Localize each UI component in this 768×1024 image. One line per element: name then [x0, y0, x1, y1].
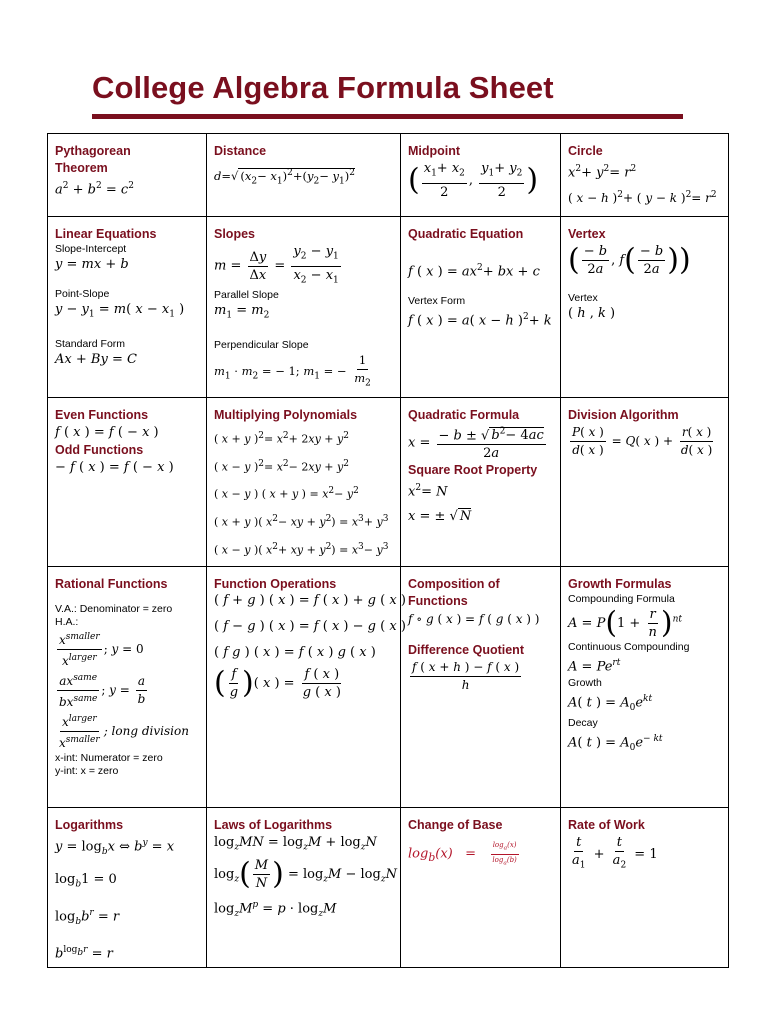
heading-function-operations: Function Operations [214, 577, 337, 592]
formula-ha-same: $\frac{ax^{same}}{bx^{same}}$ ; y = $\frac{a}{b}$ [55, 670, 200, 711]
formula-quadratic-standard: f ( x ) = $ax^2+$ bx + c [408, 263, 540, 280]
label-perpendicular-slope: Perpendicular Slope [214, 338, 309, 351]
formula-standard-form: Ax + By = C [55, 351, 137, 367]
cell-rate-of-work [561, 808, 729, 968]
label-decay: Decay [568, 716, 598, 729]
label-growth: Growth [568, 676, 602, 689]
formula-point-slope: $y - y_1 = m$( $x - x_1$ ) [55, 302, 185, 320]
formula-log-power-rule: $\log_zM^p = p \cdot \log_zM$ [214, 899, 337, 919]
label-parallel-slope: Parallel Slope [214, 289, 279, 302]
formula-circle-origin: $x^2+ y^2= r^2$ [568, 164, 637, 181]
formula-square-root-1: $x^2= N$ [408, 483, 448, 500]
heading-quadratic-equation: Quadratic Equation [408, 227, 524, 241]
cell-rational-functions [48, 567, 207, 808]
formula-log-one: $\log_b1 = 0$ [55, 872, 117, 890]
label-y-intercept: y-int: x = zero [55, 765, 119, 778]
heading-logarithms: Logarithms [55, 818, 124, 833]
heading-pythagorean: Pythagorean [55, 144, 131, 158]
formula-log-power: $\log_bb^r = r$ [55, 907, 120, 927]
cell-midpoint [401, 134, 561, 217]
heading-vertex: Vertex [568, 227, 606, 241]
formula-distance: d=√ $(x_2- x_1)^2+(y_2- y_1)^2$ [214, 168, 355, 187]
heading-midpoint: Midpoint [408, 144, 461, 158]
formula-slope-intercept: y = mx + b [55, 257, 129, 272]
heading-odd-functions: Odd Functions [55, 443, 144, 457]
cell-circle [561, 134, 729, 217]
cell-laws-of-logarithms [207, 808, 401, 968]
heading-growth-formulas: Growth Formulas [568, 577, 672, 592]
formula-sum-of-cubes: ( x + y )( $x^2-$ xy + $y^2) = x^3+ y^3$ [214, 513, 389, 529]
formula-square-root-2: x = ± √ N [408, 508, 472, 524]
heading-multiplying-polynomials: Multiplying Polynomials [214, 408, 358, 422]
formula-difference-of-cubes: ( x − y )( $x^2+$ xy + $y^2) = x^3- y^3$ [214, 541, 389, 557]
cell-quadratic-equation [401, 217, 561, 398]
formula-growth: A( t ) = $A_0e^{kt}$ [568, 693, 653, 713]
formula-composition: f ∘ g ( x ) = f ( g ( x ) ) [408, 612, 540, 627]
formula-pythagorean: $a^2 + b^2 = c^2$ [55, 181, 134, 198]
formula-perpendicular-slope: $m_1 \cdot m_2$ = − 1; $m_1$ = − $\frac{1}{m_2}$ [214, 352, 371, 389]
formula-even-function: f ( x ) = f ( − x ) [55, 425, 159, 440]
heading-square-root-property: Square Root Property [408, 463, 538, 478]
heading-division-algorithm: Division Algorithm [568, 408, 679, 422]
cell-quadratic-formula [401, 398, 561, 567]
cell-function-operations [207, 567, 406, 808]
formula-square-difference: ( x − y )$^2= x^2- 2xy + y^2$ [214, 458, 349, 474]
label-compounding-formula: Compounding Formula [568, 593, 675, 606]
heading-laws-of-logarithms: Laws of Logarithms [214, 818, 333, 833]
heading-rational-functions: Rational Functions [55, 577, 168, 592]
cell-division-algorithm [561, 398, 729, 567]
formula-product-functions: ( f g ) ( x ) = f ( x ) g ( x ) [214, 645, 376, 661]
formula-vertex: ( $\frac{- b}{2a}$ , f( $\frac{- b}{2a}$ )) [568, 242, 691, 278]
cell-even-odd-functions [48, 398, 207, 567]
formula-continuous-compounding: $A = Pe^{rt}$ [568, 658, 621, 675]
formula-log-definition: $y = \log_bx$ ⇔ $b^y = x$ [55, 838, 175, 858]
formula-parallel-slope: $m_1 = m_2$ [214, 303, 270, 321]
label-continuous-compounding: Continuous Compounding [568, 641, 690, 654]
formula-vertex-hk: ( h , k ) [568, 306, 616, 321]
cell-linear-equations [48, 217, 207, 398]
heading-functions: Functions [408, 594, 468, 609]
formula-slope: m = $\frac{\Delta y}{\Delta x}$ = $\frac{y_2 - y_1}{x_2 - x_1}$ [214, 244, 339, 286]
label-vertical-asymptote: V.A.: Denominator = zero [55, 603, 173, 616]
cell-pythagorean [48, 134, 207, 217]
label-long-division: ; long division [103, 724, 189, 739]
heading-rate-of-work: Rate of Work [568, 818, 645, 833]
formula-table [47, 133, 729, 968]
formula-quotient-functions: ( $\frac{f}{g}$ )( x ) = $\frac{f ( x )}{g ( x )}$ [214, 665, 341, 701]
cell-composition [401, 567, 561, 808]
formula-difference-quotient: $\frac{f ( x + h ) - f ( x )}{h}$ [412, 660, 520, 693]
label-vertex-form: Vertex Form [408, 295, 466, 308]
formula-ha-larger-smaller: $\frac{x^{larger}}{x^{smaller}}$ ; long division [55, 711, 200, 752]
label-horizontal-asymptote: H.A.: [55, 616, 79, 629]
formula-vertex-form: f ( x ) = a( x − h )$^2$+ k [408, 312, 552, 329]
label-standard-form: Standard Form [55, 337, 126, 350]
formula-log-quotient: $\log_z$( $\frac{M}{N}$ ) = $\log_zM - \log_zN$ [214, 856, 397, 892]
cell-distance [207, 134, 401, 217]
heading-quadratic-formula: Quadratic Formula [408, 408, 520, 422]
formula-log-product: $\log_zMN = \log_zM + \log_zN$ [214, 835, 377, 853]
formula-sum-functions: ( f + g ) ( x ) = f ( x ) + g ( x ) [214, 593, 406, 609]
formula-midpoint: ( $\frac{x_1+ x_2}{2}$ , $\frac{y_1+ y_2}{2}$ ) [408, 161, 539, 200]
formula-compounding: A = P(1 + $\frac{r}{n}$ )$^{nt}$ [568, 605, 682, 641]
formula-rate-of-work: $\frac{t}{a_1}$ + $\frac{t}{a_2}$ = 1 [572, 835, 658, 871]
heading-change-of-base: Change of Base [408, 818, 503, 833]
formula-division-algorithm: $\frac{P( x )}{d( x )}$ = Q( x ) + $\frac{r( x )}{d( x )}$ [572, 425, 713, 457]
formula-log-inverse: $b^{log_br} = r$ [55, 944, 113, 962]
cell-slopes [207, 217, 401, 398]
label-vertex: Vertex [568, 292, 598, 304]
formula-square-sum: ( x + y )$^2= x^2+ 2xy + y^2$ [214, 431, 349, 446]
cell-multiplying-polynomials [207, 398, 401, 567]
label-slope-intercept: Slope-Intercept [55, 243, 127, 255]
formula-circle-center: ( x − h )$^2$+ ( y − k )$^2= r^2$ [568, 190, 717, 206]
formula-quadratic-formula: x = $\frac{- b \pm √ b^2- 4ac}{2a}$ [408, 424, 554, 462]
formula-odd-function: − f ( x ) = f ( − x ) [55, 460, 174, 475]
heading-circle: Circle [568, 144, 603, 158]
heading-difference-quotient: Difference Quotient [408, 643, 524, 658]
label-x-intercept: x-int: Numerator = zero [55, 752, 163, 765]
title-underline [92, 114, 683, 119]
cell-vertex [561, 217, 729, 398]
cell-change-of-base [401, 808, 561, 968]
heading-slopes: Slopes [214, 227, 255, 241]
heading-distance: Distance [214, 144, 267, 158]
heading-linear-equations: Linear Equations [55, 227, 157, 241]
heading-composition-of: Composition of [408, 577, 500, 592]
formula-change-of-base: $\log_b(x)$ = $\frac{\log_a(x)}{\log_a(b)}$ [408, 841, 517, 867]
heading-theorem: Theorem [55, 161, 108, 175]
formula-ha-smaller-larger: $\frac{x^{smaller}}{x^{larger}}$ ; y = 0 [55, 629, 200, 670]
label-point-slope: Point-Slope [55, 288, 110, 300]
cell-logarithms [48, 808, 207, 968]
heading-even-functions: Even Functions [55, 408, 149, 422]
page-title: College Algebra Formula Sheet [92, 70, 554, 105]
formula-difference-functions: ( f − g ) ( x ) = f ( x ) − g ( x ) [214, 619, 406, 635]
cell-growth-formulas [561, 567, 729, 808]
formula-difference-of-squares: ( x − y ) ( x + y ) = $x^2- y^2$ [214, 486, 359, 501]
formula-decay: A( t ) = $A_0e^{- kt}$ [568, 733, 663, 753]
